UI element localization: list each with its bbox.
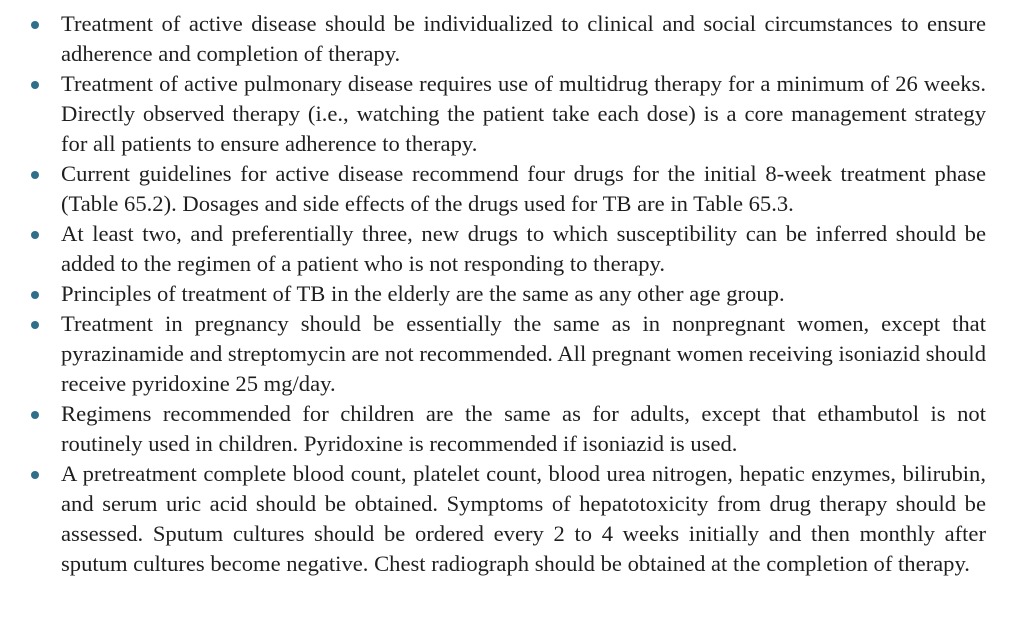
list-item-text: Treatment of active disease should be individualized to clinical and social circumstances to ensure adherence and completion of therapy.	[61, 11, 986, 66]
bullet-list	[30, 9, 986, 579]
bullet-dot-icon	[31, 171, 39, 179]
list-item-text: A pretreatment complete blood count, platelet count, blood urea nitrogen, hepatic enzymes, bilirubin, and serum uric acid should be obtained. Symptoms of hepatotoxicity from drug therapy should be assessed. Sputum cultures should be ordered every 2 to 4 weeks initially and then monthly after sputum cultures become negative. Chest radiograph should be obtained at the completion of therapy.	[61, 461, 986, 576]
list-item-text: Treatment in pregnancy should be essentially the same as in nonpregnant women, except that pyrazinamide and streptomycin are not recommended. All pregnant women receiving isoniazid should receive pyridoxine 25 mg/day.	[61, 311, 986, 396]
list-item	[30, 69, 986, 159]
bullet-dot-icon	[31, 471, 39, 479]
bullet-dot-icon	[31, 231, 39, 239]
bullet-dot-icon	[31, 291, 39, 299]
list-item-text: Current guidelines for active disease recommend four drugs for the initial 8-week treatment phase (Table 65.2). Dosages and side effects of the drugs used for TB are in Table 65.3.	[61, 161, 986, 216]
list-item	[30, 9, 986, 69]
list-item	[30, 309, 986, 399]
bullet-dot-icon	[31, 321, 39, 329]
list-item-text: At least two, and preferentially three, new drugs to which susceptibility can be inferred should be added to the regimen of a patient who is not responding to therapy.	[61, 221, 986, 276]
bullet-dot-icon	[31, 21, 39, 29]
list-item-text: Regimens recommended for children are the same as for adults, except that ethambutol is not routinely used in children. Pyridoxine is recommended if isoniazid is used.	[61, 401, 986, 456]
bullet-dot-icon	[31, 411, 39, 419]
bullet-dot-icon	[31, 81, 39, 89]
list-item	[30, 279, 986, 309]
list-item-text: Principles of treatment of TB in the elderly are the same as any other age group.	[61, 281, 785, 306]
list-item	[30, 159, 986, 219]
list-item-text: Treatment of active pulmonary disease requires use of multidrug therapy for a minimum of 26 weeks. Directly observed therapy (i.e., watching the patient take each dose) is a core management strategy for all patients to ensure adherence to therapy.	[61, 71, 986, 156]
list-item	[30, 459, 986, 579]
list-item	[30, 219, 986, 279]
list-item	[30, 399, 986, 459]
